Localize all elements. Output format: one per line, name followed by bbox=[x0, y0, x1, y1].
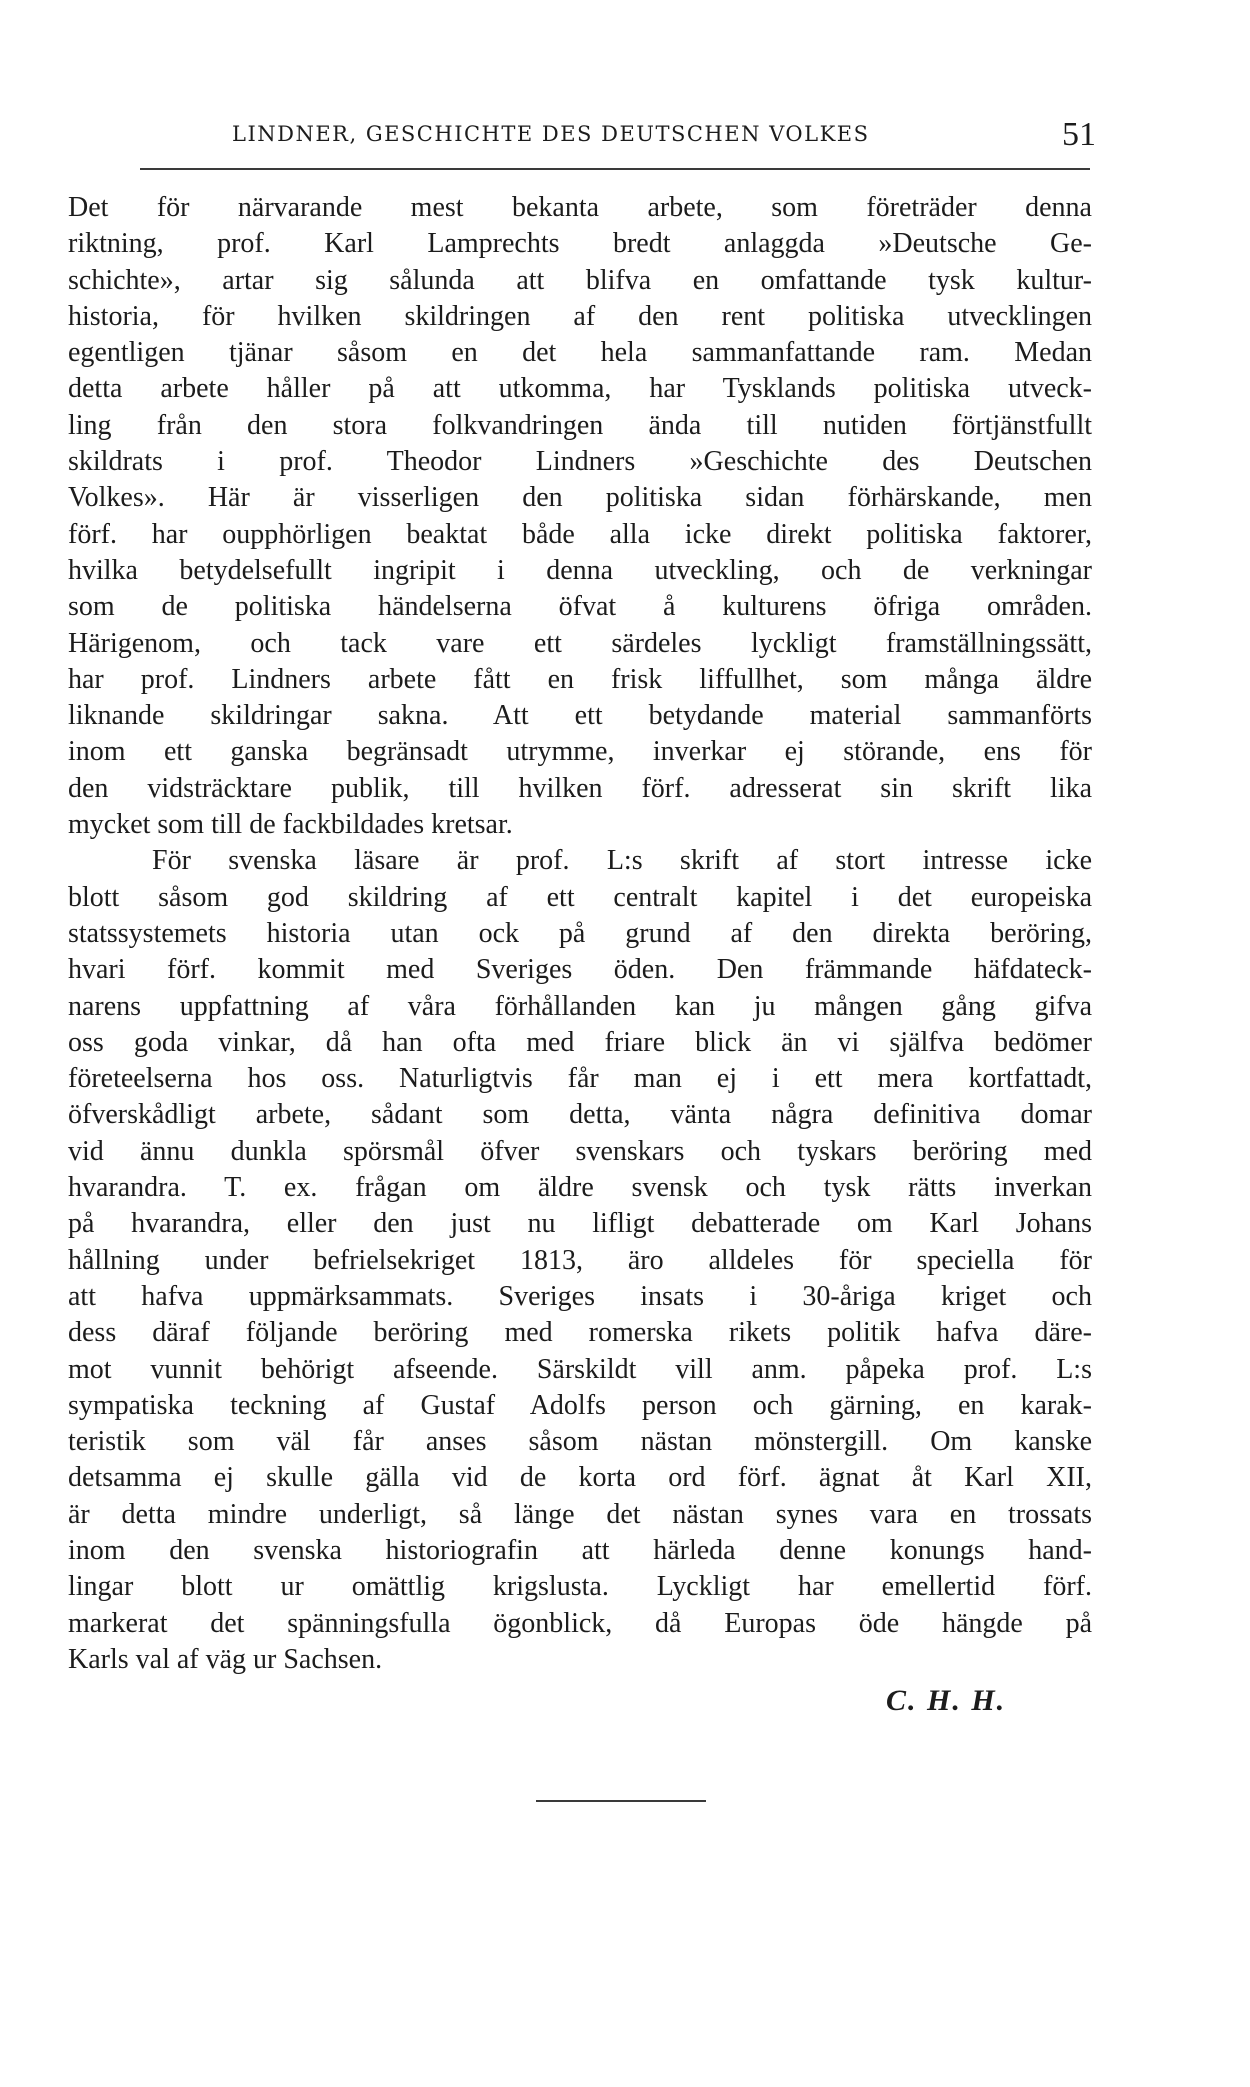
page-number: 51 bbox=[1062, 116, 1096, 153]
page-header bbox=[232, 116, 1096, 158]
text-line: Karls val af väg ur Sachsen. bbox=[68, 1643, 383, 1675]
text-line: som de politiska händelserna öfvat å kulturens öfriga områden. bbox=[68, 591, 1092, 623]
text-line: egentligen tjänar såsom en det hela sammanfattande ram. Medan bbox=[68, 337, 1092, 369]
text-line: hvarandra. T. ex. frågan om äldre svensk och tysk rätts inverkan bbox=[68, 1172, 1092, 1204]
author-signature: C. H. H. bbox=[886, 1684, 1007, 1717]
review-text bbox=[68, 190, 1092, 1678]
text-line: mycket som till de fackbildades kretsar. bbox=[68, 809, 513, 841]
text-line: är detta mindre underligt, så länge det nästan synes vara en trossats bbox=[68, 1498, 1092, 1530]
text-line: schichte», artar sig sålunda att blifva en omfattande tysk kultur- bbox=[68, 264, 1092, 296]
text-line: Härigenom, och tack vare ett särdeles lyckligt framställningssätt, bbox=[68, 627, 1092, 659]
text-line: öfverskådligt arbete, sådant som detta, vänta några definitiva domar bbox=[68, 1099, 1092, 1131]
text-line: lingar blott ur omättlig krigslusta. Lyckligt har emellertid förf. bbox=[68, 1571, 1092, 1603]
text-line: dess däraf följande beröring med romerska rikets politik hafva däre- bbox=[68, 1317, 1092, 1349]
text-line: sympatiska teckning af Gustaf Adolfs person och gärning, en karak- bbox=[68, 1389, 1092, 1421]
text-line: För svenska läsare är prof. L:s skrift af stort intresse icke bbox=[152, 845, 1092, 877]
text-line: blott såsom god skildring af ett centralt kapitel i det europeiska bbox=[68, 881, 1092, 913]
text-line: hvari förf. kommit med Sveriges öden. Den främmande häfdateck- bbox=[68, 954, 1092, 986]
text-line: markerat det spänningsfulla ögonblick, då Europas öde hängde på bbox=[68, 1607, 1092, 1639]
text-line: oss goda vinkar, då han ofta med friare blick än vi själfva bedömer bbox=[68, 1026, 1092, 1058]
text-line: företeelserna hos oss. Naturligtvis får man ej i ett mera kortfattadt, bbox=[68, 1063, 1092, 1095]
text-line: ling från den stora folkvandringen ända till nutiden förtjänstfullt bbox=[68, 409, 1092, 441]
text-line: Volkes». Här är visserligen den politiska sidan förhärskande, men bbox=[68, 482, 1092, 514]
text-line: historia, för hvilken skildringen af den rent politiska utvecklingen bbox=[68, 300, 1092, 332]
text-line: inom ett ganska begränsadt utrymme, inverkar ej störande, ens för bbox=[68, 736, 1092, 768]
end-rule bbox=[536, 1800, 706, 1802]
text-line: att hafva uppmärksammats. Sveriges insats i 30-åriga kriget och bbox=[68, 1280, 1092, 1312]
text-line: inom den svenska historiografin att härleda denne konungs hand- bbox=[68, 1534, 1092, 1566]
text-line: teristik som väl får anses såsom nästan mönstergill. Om kanske bbox=[68, 1426, 1092, 1458]
text-line: mot vunnit behörigt afseende. Särskildt vill anm. påpeka prof. L:s bbox=[68, 1353, 1092, 1385]
text-line: Det för närvarande mest bekanta arbete, som företräder denna bbox=[68, 192, 1092, 223]
text-line: detta arbete håller på att utkomma, har Tysklands politiska utveck- bbox=[68, 373, 1092, 405]
text-line: detsamma ej skulle gälla vid de korta ord förf. ägnat åt Karl XII, bbox=[68, 1462, 1092, 1494]
header-rule bbox=[140, 168, 1090, 170]
text-line: förf. har oupphörligen beaktat både alla icke direkt politiska faktorer, bbox=[68, 518, 1092, 550]
text-line: på hvarandra, eller den just nu lifligt debatterade om Karl Johans bbox=[68, 1208, 1092, 1240]
text-line: liknande skildringar sakna. Att ett betydande material sammanförts bbox=[68, 700, 1092, 732]
text-line: narens uppfattning af våra förhållanden kan ju mången gång gifva bbox=[68, 990, 1092, 1022]
text-line: riktning, prof. Karl Lamprechts bredt anlaggda »Deutsche Ge- bbox=[68, 228, 1092, 260]
text-line: hållning under befrielsekriget 1813, äro alldeles för speciella för bbox=[68, 1244, 1092, 1276]
text-line: den vidsträcktare publik, till hvilken förf. adresserat sin skrift lika bbox=[68, 772, 1092, 804]
text-line: vid ännu dunkla spörsmål öfver svenskars och tyskars beröring med bbox=[68, 1135, 1092, 1167]
text-line: skildrats i prof. Theodor Lindners »Geschichte des Deutschen bbox=[68, 446, 1092, 478]
text-line: hvilka betydelsefullt ingripit i denna utveckling, och de verkningar bbox=[68, 554, 1092, 586]
text-line: har prof. Lindners arbete fått en frisk liffullhet, som många äldre bbox=[68, 663, 1092, 695]
running-head: LINDNER, GESCHICHTE DES DEUTSCHEN VOLKES bbox=[232, 122, 870, 146]
text-line: statssystemets historia utan ock på grund af den direkta beröring, bbox=[68, 917, 1092, 949]
